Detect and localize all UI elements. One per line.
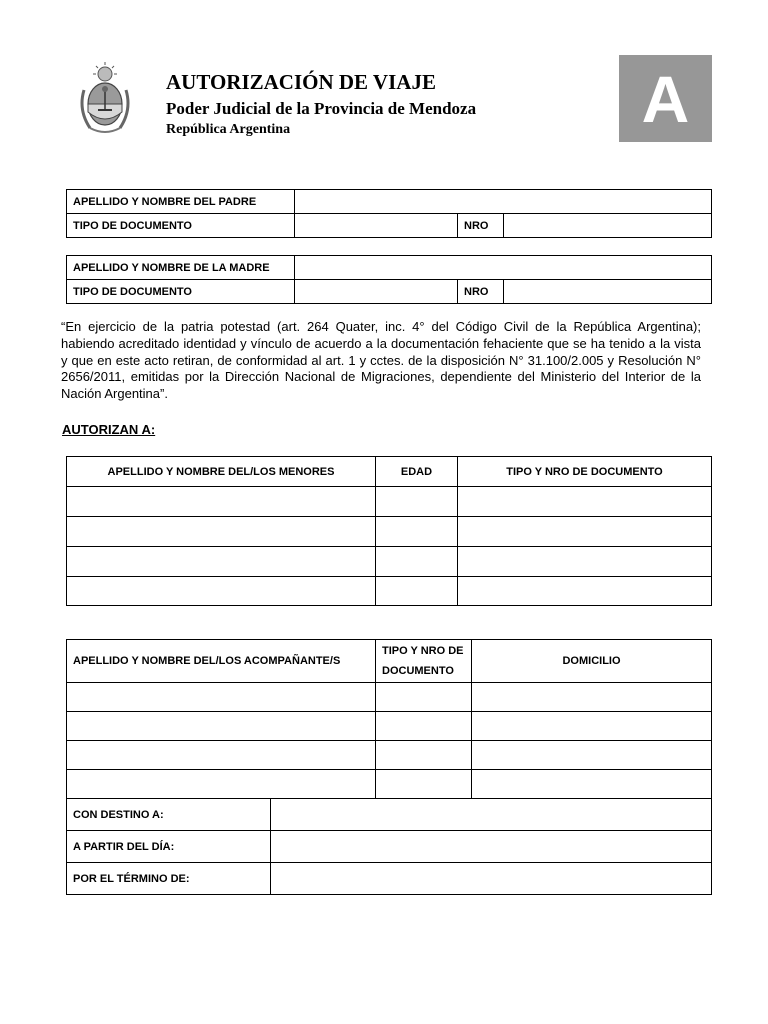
term-label: POR EL TÉRMINO DE: xyxy=(67,863,271,895)
minor-age-cell[interactable] xyxy=(376,547,458,577)
companions-header-address: DOMICILIO xyxy=(472,640,712,683)
father-doc-type-label: TIPO DE DOCUMENTO xyxy=(67,214,295,238)
companions-header-doc: TIPO Y NRO DE DOCUMENTO xyxy=(376,640,472,683)
father-nro-field[interactable] xyxy=(504,214,712,238)
table-row xyxy=(67,741,712,770)
destination-label: CON DESTINO A: xyxy=(67,799,271,831)
table-row xyxy=(67,683,712,712)
minors-header-name: APELLIDO Y NOMBRE DEL/LOS MENORES xyxy=(67,457,376,487)
table-row xyxy=(67,547,712,577)
table-row xyxy=(67,517,712,547)
father-name-field[interactable] xyxy=(295,190,712,214)
minors-table xyxy=(66,456,712,606)
companion-doc-cell[interactable] xyxy=(376,683,472,712)
coat-of-arms-icon xyxy=(76,60,134,138)
form-letter-badge: A xyxy=(619,55,712,142)
minor-age-cell[interactable] xyxy=(376,487,458,517)
mother-table xyxy=(66,255,712,304)
minor-name-cell[interactable] xyxy=(67,577,376,606)
companion-address-cell[interactable] xyxy=(472,741,712,770)
companions-table xyxy=(66,639,712,895)
minor-name-cell[interactable] xyxy=(67,547,376,577)
destination-field[interactable] xyxy=(271,799,712,831)
table-row xyxy=(67,770,712,799)
father-doc-type-field[interactable] xyxy=(295,214,458,238)
companion-doc-cell[interactable] xyxy=(376,770,472,799)
minor-doc-cell[interactable] xyxy=(458,547,712,577)
table-row xyxy=(67,577,712,606)
declaration-paragraph: “En ejercicio de la patria potestad (art. 264 Quater, inc. 4° del Código Civil de la República Argentina); habiendo acreditado identidad y vínculo de acuerdo a la documentación fehaciente que se ha tenido a la vista y que en este acto retiran, de conformidad al art. 1 y cctes. de la disposición N° 31.100/2.005 y Resolución N° 2656/2011, emitidas por la Dirección Nacional de Migraciones, dependiente del Ministerio del Interior de la Nación Argentina”. xyxy=(61,319,701,402)
mother-nro-field[interactable] xyxy=(504,280,712,304)
mother-doc-type-field[interactable] xyxy=(295,280,458,304)
minors-header-doc: TIPO Y NRO DE DOCUMENTO xyxy=(458,457,712,487)
father-nro-label: NRO xyxy=(458,214,504,238)
page-title: AUTORIZACIÓN DE VIAJE xyxy=(166,70,436,94)
father-table xyxy=(66,189,712,238)
companion-name-cell[interactable] xyxy=(67,683,376,712)
companion-address-cell[interactable] xyxy=(472,683,712,712)
companion-name-cell[interactable] xyxy=(67,770,376,799)
term-field[interactable] xyxy=(271,863,712,895)
minor-doc-cell[interactable] xyxy=(458,577,712,606)
minor-doc-cell[interactable] xyxy=(458,487,712,517)
minor-age-cell[interactable] xyxy=(376,517,458,547)
page-subtitle: Poder Judicial de la Provincia de Mendoza xyxy=(166,99,477,118)
minor-name-cell[interactable] xyxy=(67,517,376,547)
mother-name-field[interactable] xyxy=(295,256,712,280)
companion-name-cell[interactable] xyxy=(67,741,376,770)
minor-name-cell[interactable] xyxy=(67,487,376,517)
companion-name-cell[interactable] xyxy=(67,712,376,741)
mother-nro-label: NRO xyxy=(458,280,504,304)
companions-header-name: APELLIDO Y NOMBRE DEL/LOS ACOMPAÑANTE/S xyxy=(67,640,376,683)
start-date-field[interactable] xyxy=(271,831,712,863)
companion-doc-cell[interactable] xyxy=(376,712,472,741)
companion-address-cell[interactable] xyxy=(472,770,712,799)
mother-name-label: APELLIDO Y NOMBRE DE LA MADRE xyxy=(67,256,295,280)
minor-age-cell[interactable] xyxy=(376,577,458,606)
table-row xyxy=(67,487,712,517)
companion-address-cell[interactable] xyxy=(472,712,712,741)
minors-header-age: EDAD xyxy=(376,457,458,487)
mother-doc-type-label: TIPO DE DOCUMENTO xyxy=(67,280,295,304)
country-label: República Argentina xyxy=(166,122,291,137)
father-name-label: APELLIDO Y NOMBRE DEL PADRE xyxy=(67,190,295,214)
companion-doc-cell[interactable] xyxy=(376,741,472,770)
minor-doc-cell[interactable] xyxy=(458,517,712,547)
authorize-heading: AUTORIZAN A: xyxy=(62,422,156,437)
table-row xyxy=(67,712,712,741)
start-date-label: A PARTIR DEL DÍA: xyxy=(67,831,271,863)
